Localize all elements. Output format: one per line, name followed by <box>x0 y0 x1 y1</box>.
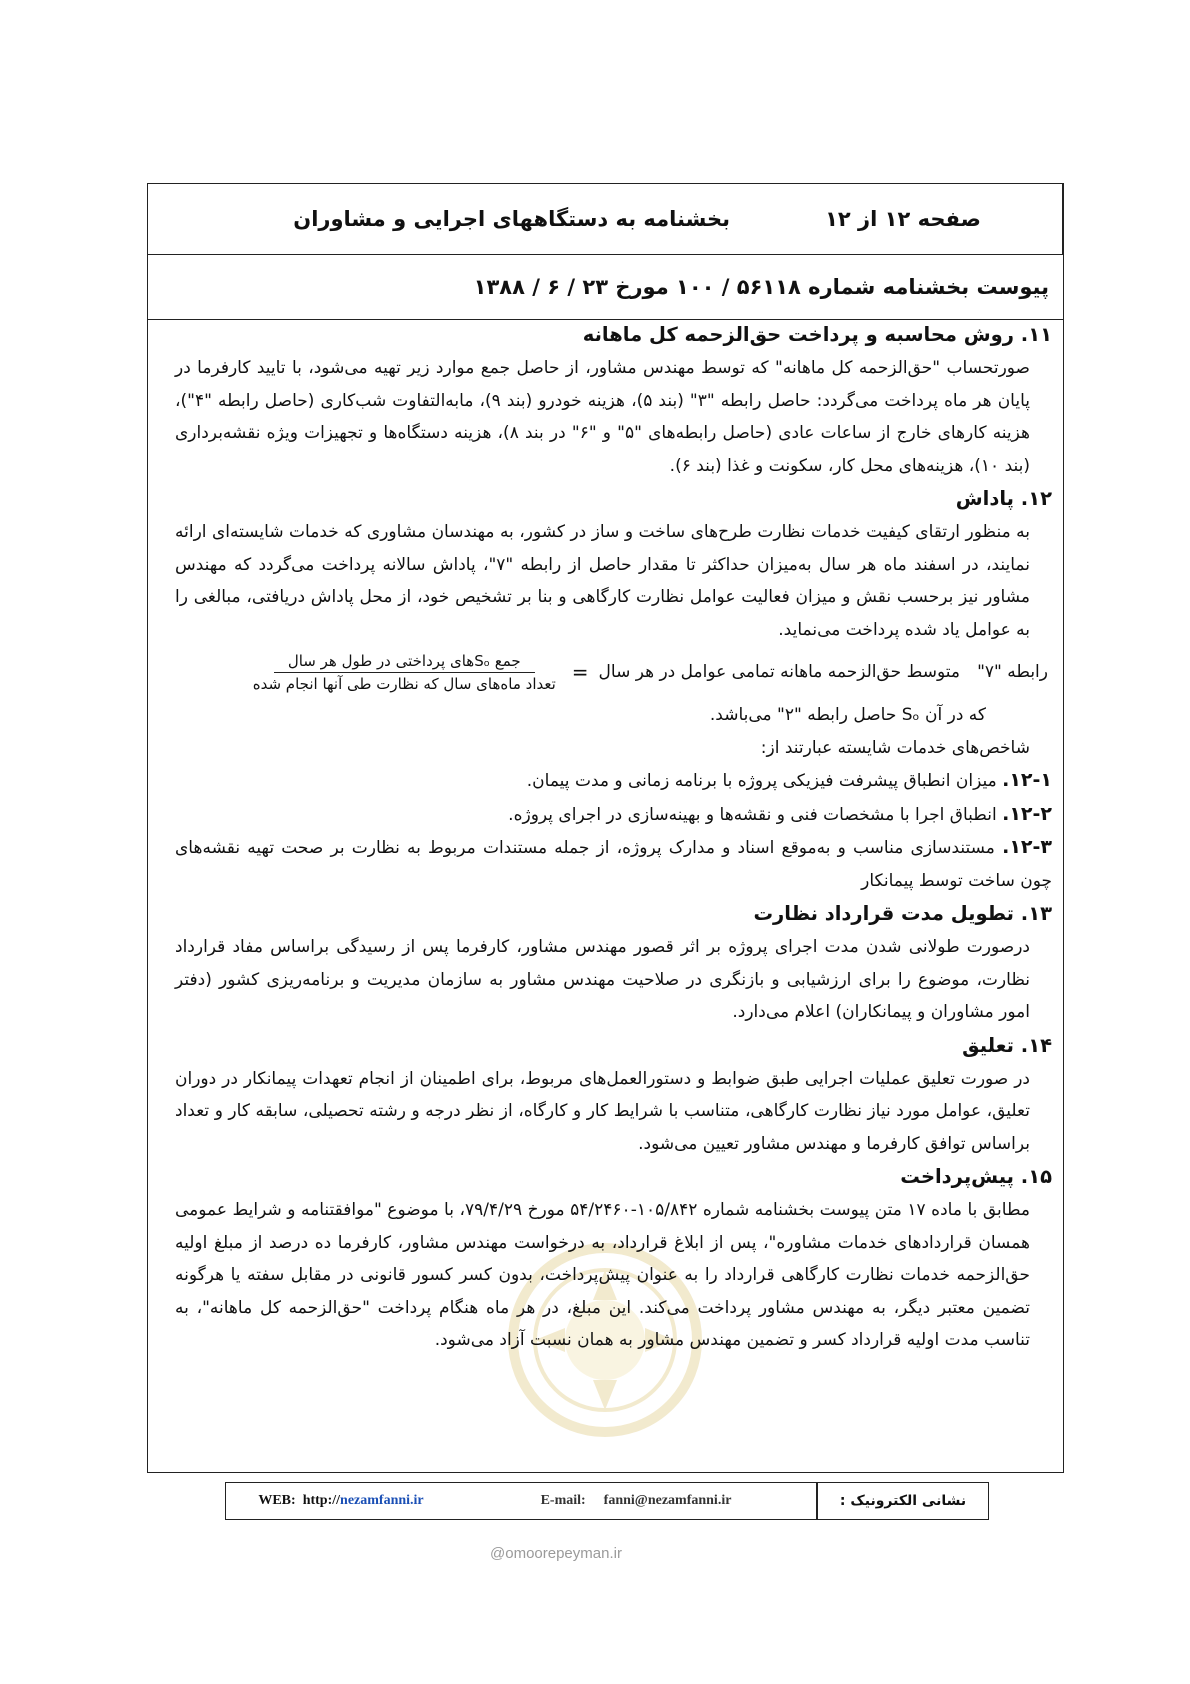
web-prefix: http:// <box>302 1493 341 1508</box>
page-number: صفحه ۱۲ از ۱۲ <box>744 184 1063 254</box>
section-12-body: به منظور ارتقای کیفیت خدمات نظارت طرح‌های ساخت و ساز در کشور، به مهندسان مشاوری که خدمات شایسته‌ای ارائه نمایند، در اسفند ماه هر سال به‌میزان حداکثر تا مقدار حاصل از رابطه "۷"، پاداش سالانه پرداخت می‌گردد که مهندس مشاور نیز برحسب نقش و میزان فعالیت عوامل نظارت کارگاهی و بنا بر تشخیص خود، از محل پاداش دریافتی، مبالغی را به عوامل یاد شده پرداخت می‌نماید. <box>175 522 1030 640</box>
formula-7 <box>175 650 1048 695</box>
formula-fraction <box>247 650 562 695</box>
section-15-heading: ۱۵. پیش‌پرداخت <box>900 1165 1052 1188</box>
attachment-reference: پیوست بخشنامه شماره ۵۶۱۱۸ / ۱۰۰ مورخ ۲۳ / ۶ / ۱۳۸۸ <box>473 275 1049 299</box>
page-header <box>147 183 1064 320</box>
email-label: E-mail: <box>540 1493 586 1508</box>
email-link[interactable]: fanni@nezamfanni.ir <box>603 1493 732 1508</box>
footer-website <box>226 1483 456 1519</box>
formula-label: رابطه "۷" <box>977 662 1048 683</box>
criteria-item <box>175 798 1052 832</box>
footer-email <box>456 1483 817 1519</box>
criteria-item <box>175 764 1052 798</box>
section-13-heading: ۱۳. تطویل مدت قرارداد نظارت <box>753 902 1052 925</box>
website-link[interactable]: nezamfanni.ir <box>340 1493 424 1508</box>
criteria-item <box>175 831 1052 897</box>
section-14-heading: ۱۴. تعلیق <box>962 1033 1052 1057</box>
section-11-body: صورتحساب "حق‌الزحمه کل ماهانه" که توسط مهندس مشاور، از حاصل جمع موارد زیر تهیه می‌شود، با تایید کارفرما در پایان هر ماه پرداخت می‌گردد: حاصل رابطه "۳" (بند ۵)، هزینه خودرو (بند ۹)، مابه‌التفاوت شب‌کاری (حاصل رابطه "۴")، هزینه کارهای خارج از ساعات عادی (حاصل رابطه‌های "۵" و "۶" در بند ۸)، هزینه دستگاه‌ها و تجهیزات ویژه نقشه‌برداری (بند ۱۰)، هزینه‌های محل کار، سکونت و غذا (بند ۶). <box>175 358 1031 476</box>
source-watermark: @omoorepeyman.ir <box>490 1545 622 1562</box>
footer-address-label: نشانی الکترونیک : <box>817 1483 988 1519</box>
circular-title: بخشنامه به دستگاههای اجرایی و مشاوران <box>293 207 730 231</box>
criteria-item-number: ۱۲-۲. <box>1002 802 1052 825</box>
section-13-body: درصورت طولانی شدن مدت اجرای پروژه بر اثر قصور مهندس مشاور، کارفرما پس از رسیدگی براساس مفاد قرارداد نظارت، موضوع را برای ارزشیابی و بازنگری در صلاحیت مهندس مشاور به سازمان مدیریت و برنامه‌ریزی کشور (دفتر امور مشاوران و پیمانکاران) اعلام می‌دارد. <box>175 937 1030 1022</box>
section-11-heading: ۱۱. روش محاسبه و پرداخت حق‌الزحمه کل ماهانه <box>582 323 1052 346</box>
criteria-item-number: ۱۲-۳. <box>1002 836 1053 858</box>
formula-numerator: جمع Sₒهای پرداختی در طول هر سال <box>274 650 535 673</box>
section-15-body: مطابق با ماده ۱۷ متن پیوست بخشنامه شماره ۱۰۵/۸۴۲-۵۴/۲۴۶۰ مورخ ۷۹/۴/۲۹، با موضوع "موافقتنامه و شرایط عمومی همسان قراردادهای خدمات مشاوره"، پس از ابلاغ قرارداد، به درخواست مهندس مشاور، کارفرما ده درصد از مبلغ اولیه حق‌الزحمه خدمات نظارت کارگاهی قرارداد را به عنوان پیش‌پرداخت، بدون کسر کسور قانونی در مقابل سفته یا هرگونه تضمین معتبر دیگر، به مهندس مشاور پرداخت می‌کند. این مبلغ، در هر ماه هنگام پرداخت "حق‌الزحمه کل ماهانه"، به تناسب مدت اولیه قرارداد کسر و تضمین مهندس مشاور به همان نسبت آزاد می‌شود. <box>175 1200 1031 1350</box>
criteria-item-text: انطباق اجرا با مشخصات فنی و نقشه‌ها و بهینه‌سازی در اجرای پروژه. <box>508 804 997 825</box>
criteria-item-number: ۱۲-۱. <box>1002 769 1052 791</box>
criteria-item-text: میزان انطباق پیشرفت فیزیکی پروژه با برنامه زمانی و مدت پیمان. <box>526 771 997 791</box>
section-14-body: در صورت تعلیق عملیات اجرایی طبق ضوابط و دستورالعمل‌های مربوط، برای اطمینان از انجام تعهدات پیمانکار در دوران تعلیق، عوامل مورد نیاز نظارت کارگاهی، متناسب با شرایط کار و کارگاه، از نظر درجه و رشته تحصیلی، سابقه کار و تعداد براساس توافق کارفرما و مهندس مشاور تعیین می‌شود. <box>175 1068 1030 1154</box>
page-footer <box>225 1482 989 1520</box>
section-12-heading: ۱۲. پاداش <box>955 487 1052 510</box>
criteria-intro: شاخص‌های خدمات شایسته عبارتند از: <box>760 737 1030 758</box>
document-body <box>175 318 1053 1357</box>
formula-denominator: تعداد ماه‌های سال که نظارت طی آنها انجام شده <box>252 675 556 693</box>
formula-lhs: متوسط حق‌الزحمه ماهانه تمامی عوامل در هر سال <box>598 662 960 683</box>
formula-equals: = <box>571 660 589 685</box>
formula-where: که در آن Sₒ حاصل رابطه "۲" می‌باشد. <box>709 705 986 725</box>
web-label: WEB: <box>258 1493 296 1508</box>
criteria-item-text: مستندسازی مناسب و به‌موقع اسناد و مدارک پروژه، از جمله مستندات مربوط به نظارت بر صحت تهیه نقشه‌های چون ساخت توسط پیمانکار <box>175 838 1052 891</box>
